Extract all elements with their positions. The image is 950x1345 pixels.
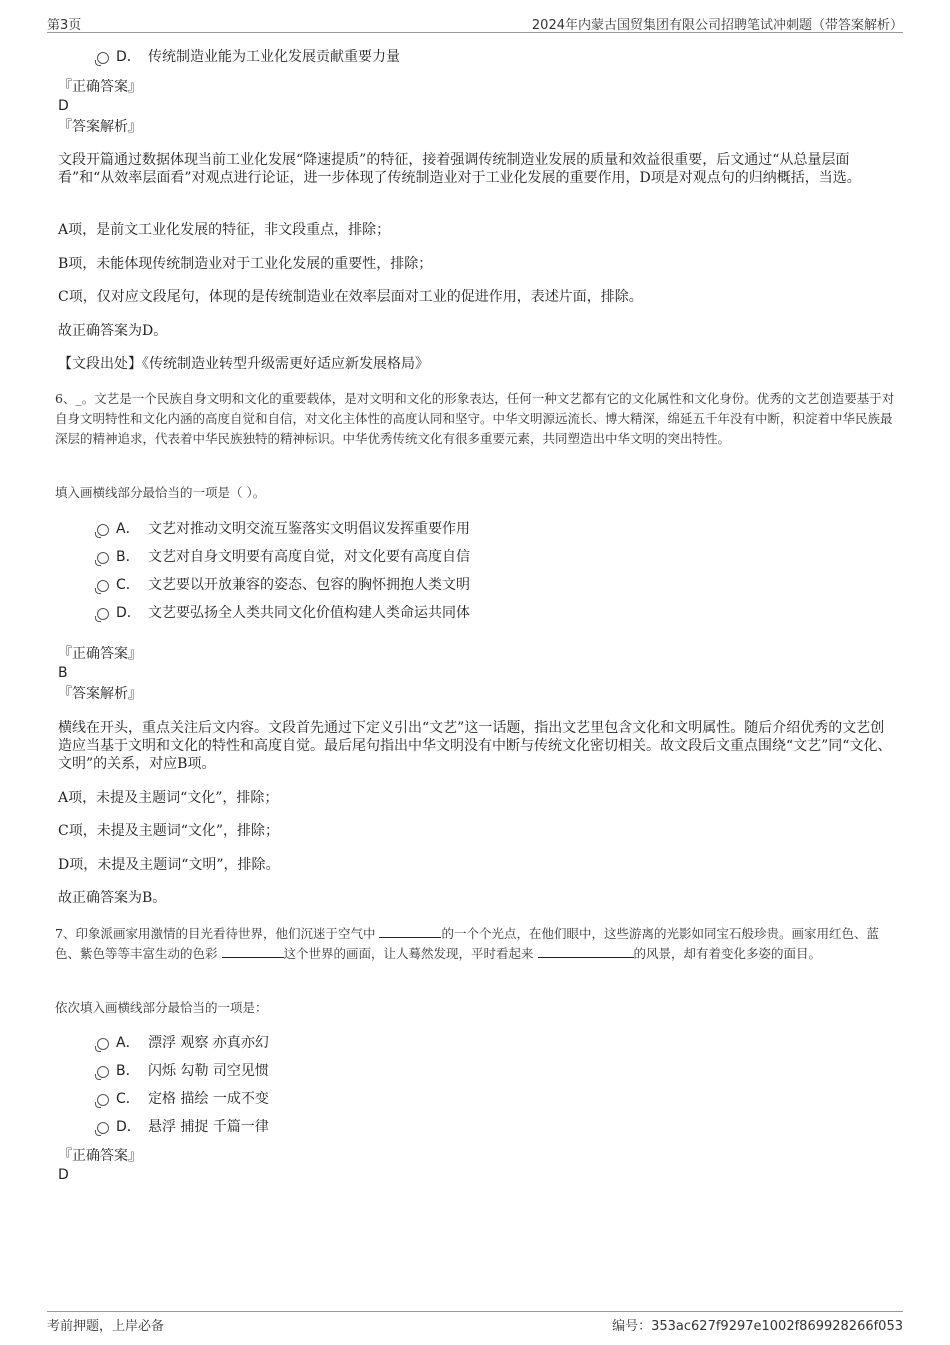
q7-option-c[interactable]: C． 定格 描绘 一成不变	[97, 1089, 269, 1109]
q5-source: 【文段出处】《传统制造业转型升级需更好适应新发展格局》	[58, 356, 429, 372]
document-title: 2024年内蒙古国贸集团有限公司招聘笔试冲刺题（带答案解析）	[531, 18, 903, 33]
fill-blank-3	[538, 945, 634, 958]
q6-prompt: 填入画横线部分最恰当的一项是（ ）。	[55, 485, 266, 500]
q6-option-b[interactable]: B． 文艺对自身文明要有高度自觉，对文化要有高度自信	[97, 547, 470, 567]
q6-option-d[interactable]: D． 文艺要弘扬全人类共同文化价值构建人类命运共同体	[97, 603, 470, 623]
q6-analysis-label: 『答案解析』	[58, 686, 142, 702]
radio-icon[interactable]	[97, 1122, 109, 1134]
page-footer	[47, 1311, 903, 1332]
q5-analysis: 文段开篇通过数据体现当前工业化发展“降速提质”的特征，接着强调传统制造业发展的质量和效益很重要，后文通过“从总量层面看”和“从效率层面看”对观点进行论证，进一步体现了传统制造业对于工业化发展的重要作用，D项是对观点句的归纳概括，当选。	[58, 152, 861, 186]
radio-icon[interactable]	[97, 552, 109, 564]
q5-answer-label: 『正确答案』	[58, 79, 142, 95]
radio-icon[interactable]	[97, 580, 109, 592]
q7-question-text: 7、印象派画家用激情的目光看待世界，他们沉迷于空气中 的一个个光点，在他们眼中，这些游离的光影如同宝石般珍贵。画家用红色、蓝色、紫色等等丰富生动的色彩 这个世界的画面，让人蓦然发现，平时看起来 的风景，却有着变化多姿的面目。	[55, 926, 879, 961]
radio-icon[interactable]	[97, 1094, 109, 1106]
fill-blank-1	[379, 925, 441, 938]
page-header	[47, 12, 903, 33]
page-number: 第3页	[47, 18, 82, 33]
q7-answer-label: 『正确答案』	[58, 1148, 142, 1164]
q6-option-a[interactable]: A． 文艺对推动文明交流互鉴落实文明倡议发挥重要作用	[97, 519, 470, 539]
q6-option-c[interactable]: C． 文艺要以开放兼容的姿态、包容的胸怀拥抱人类文明	[97, 575, 470, 595]
q5-note-b: B项，未能体现传统制造业对于工业化发展的重要性，排除；	[58, 256, 433, 272]
q6-analysis: 横线在开头，重点关注后文内容。文段首先通过下定义引出“文艺”这一话题，指出文艺里包含文化和文明属性。随后介绍优秀的文艺创造应当基于文明和文化的特性和高度自觉。最后尾句指出中华文明没有中断与传统文化密切相关。故文段后文重点围绕“文艺”同“文化、文明”的关系，对应B项。	[58, 720, 892, 772]
q5-answer: D	[58, 98, 69, 114]
q7-answer: D	[58, 1167, 69, 1183]
radio-icon[interactable]	[97, 524, 109, 536]
q5-note-c: C项，仅对应文段尾句，体现的是传统制造业在效率层面对工业的促进作用，表述片面，排除。	[58, 289, 643, 305]
radio-icon[interactable]	[97, 1066, 109, 1078]
q6-answer-label: 『正确答案』	[58, 646, 142, 662]
q6-answer: B	[58, 665, 68, 681]
radio-icon[interactable]	[97, 1038, 109, 1050]
fill-blank-2	[222, 945, 284, 958]
q6-question-text: 6、_。文艺是一个民族自身文明和文化的重要载体，是对文明和文化的形象表达，任何一种文艺都有它的文化属性和文化身份。优秀的文艺创造要基于对自身文明特性和文化内涵的高度自觉和自信，对文化主体性的高度认同和坚守。中华文明源远流长、博大精深，绵延五千年没有中断，积淀着中华民族最深层的精神追求，代表着中华民族独特的精神标识。中华优秀传统文化有很多重要元素，共同塑造出中华文明的突出特性。	[55, 391, 895, 446]
q5-option-d[interactable]: D． 传统制造业能为工业化发展贡献重要力量	[97, 47, 400, 67]
footer-slogan: 考前押题，上岸必备	[47, 1319, 165, 1334]
q7-option-b[interactable]: B． 闪烁 勾勒 司空见惯	[97, 1061, 269, 1081]
document-serial: 编号：353ac627f9297e1002f869928266f053	[612, 1319, 903, 1334]
q6-conclusion: 故正确答案为B。	[58, 890, 167, 906]
q6-note-d: D项，未提及主题词“文明”，排除。	[58, 857, 280, 873]
radio-icon[interactable]	[97, 52, 109, 64]
q5-conclusion: 故正确答案为D。	[58, 323, 168, 339]
radio-icon[interactable]	[97, 608, 109, 620]
q5-note-a: A项，是前文工业化发展的特征，非文段重点，排除；	[58, 222, 391, 238]
q5-analysis-label: 『答案解析』	[58, 119, 142, 135]
q6-note-c: C项，未提及主题词“文化”，排除；	[58, 823, 280, 839]
q7-option-a[interactable]: A． 漂浮 观察 亦真亦幻	[97, 1033, 269, 1053]
q7-prompt: 依次填入画横线部分最恰当的一项是：	[55, 1000, 268, 1015]
q7-option-d[interactable]: D． 悬浮 捕捉 千篇一律	[97, 1117, 269, 1137]
q6-note-a: A项，未提及主题词“文化”，排除；	[58, 790, 279, 806]
